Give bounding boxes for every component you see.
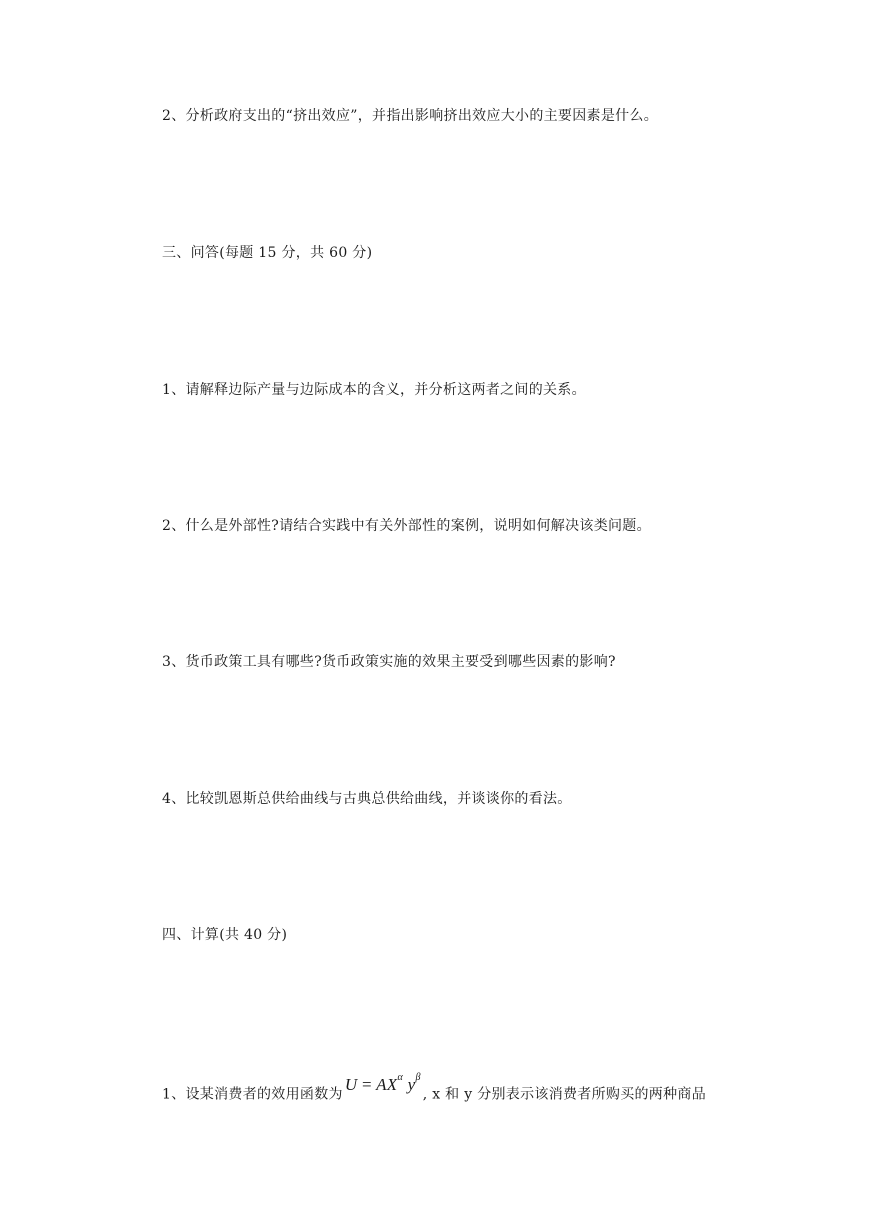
section-3-heading: 三、问答(每题 15 分，共 60 分)	[162, 245, 373, 261]
question-2-crowding-out: 2、分析政府支出的“挤出效应”，并指出影响挤出效应大小的主要因素是什么。	[162, 108, 659, 124]
question-3-4: 4、比较凯恩斯总供给曲线与古典总供给曲线，并谈谈你的看法。	[162, 791, 572, 807]
utility-function-formula: $U = AX^\alpha$ $y^\beta$	[344, 1072, 421, 1094]
question-4-1-prefix: 1、设某消费者的效用函数为	[162, 1086, 343, 1103]
section-4-heading: 四、计算(共 40 分)	[162, 927, 288, 943]
question-4-1-suffix: , x 和 y 分别表示该消费者所购买的两种商品	[422, 1086, 706, 1103]
question-3-2: 2、什么是外部性?请结合实践中有关外部性的案例，说明如何解决该类问题。	[162, 518, 651, 534]
question-4-1	[162, 1072, 706, 1105]
question-3-3: 3、货币政策工具有哪些?货币政策实施的效果主要受到哪些因素的影响?	[162, 654, 616, 670]
question-3-1: 1、请解释边际产量与边际成本的含义，并分析这两者之间的关系。	[162, 382, 586, 398]
